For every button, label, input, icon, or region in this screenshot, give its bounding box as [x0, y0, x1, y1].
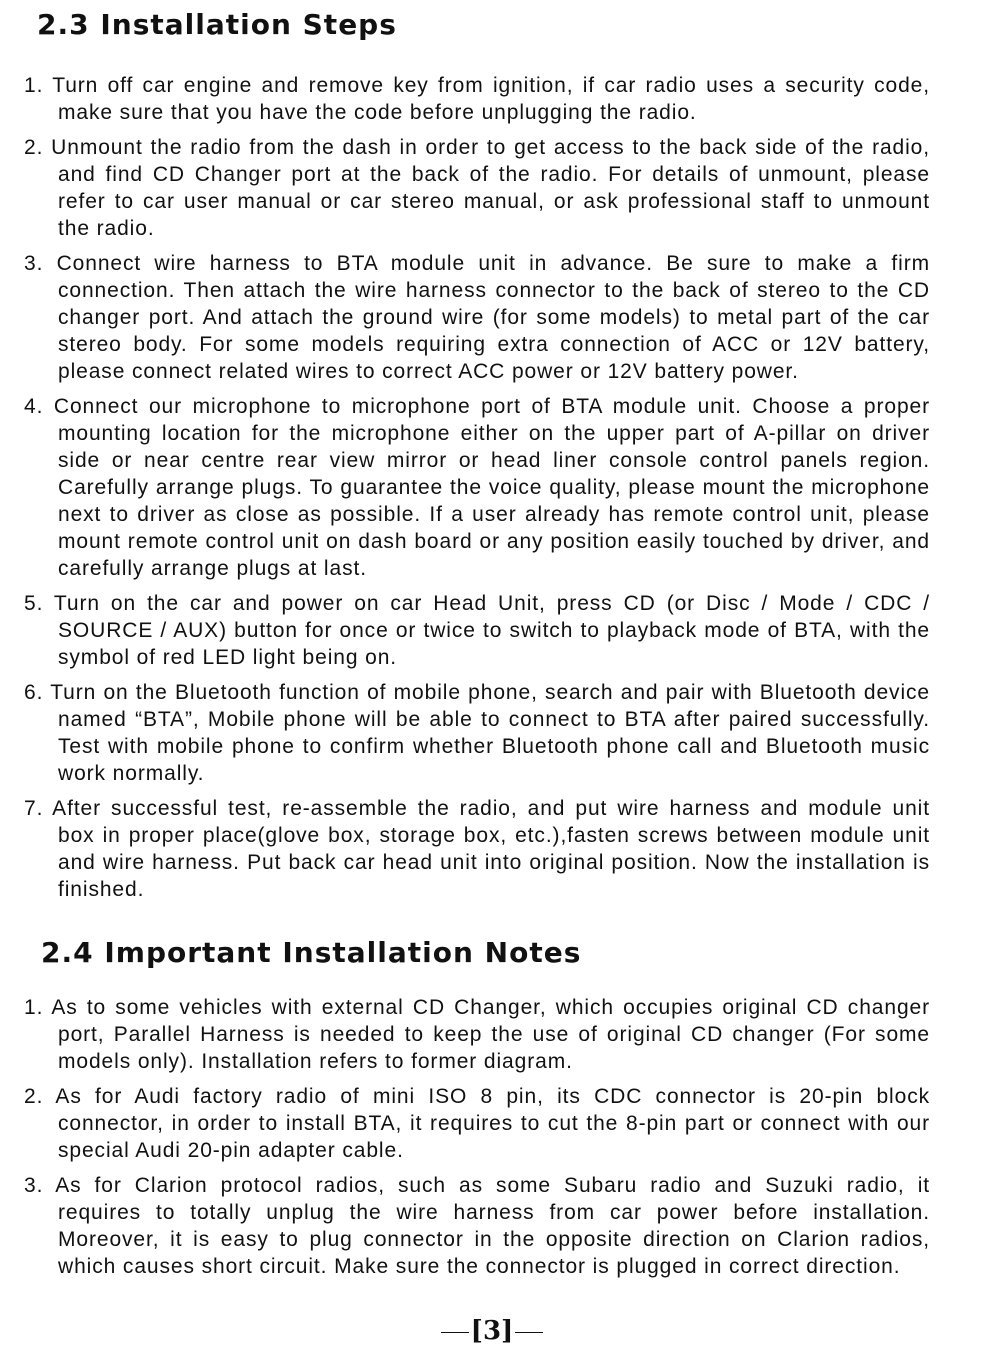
section-title-important-notes: 2.4 Important Installation Notes [41, 936, 582, 969]
installation-step: 1. Turn off car engine and remove key from ignition, if car radio uses a security code, make sure that you have the code before unplugging the radio. [24, 74, 930, 124]
installation-step: 5. Turn on the car and power on car Head Unit, press CD (or Disc / Mode / CDC / SOURCE / AUX) button for once or twice to switch to playback mode of BTA, with the symbol of red LED light being on. [24, 592, 930, 669]
installation-note: 1. As to some vehicles with external CD Changer, which occupies original CD changer port, Parallel Harness is needed to keep the use of original CD changer (For some models only). Installation refers to former diagram. [24, 996, 930, 1073]
important-notes-list [24, 994, 930, 1288]
page-footer [0, 1316, 984, 1346]
installation-step: 7. After successful test, re-assemble the radio, and put wire harness and module unit box in proper place(glove box, storage box, etc.),fasten screws between module unit and wire harness. Put back car head unit into original position. Now the installation is finished. [24, 797, 930, 901]
footer-dash-right [515, 1332, 543, 1333]
installation-note: 3. As for Clarion protocol radios, such as some Subaru radio and Suzuki radio, it requires to totally unplug the wire harness from car power before installation. Moreover, it is easy to plug connector in the opposite direction on Clarion radios, which causes short circuit. Make sure the connector is plugged in correct direction. [24, 1174, 930, 1278]
installation-step: 3. Connect wire harness to BTA module unit in advance. Be sure to make a firm connection. Then attach the wire harness connector to the back of stereo to the CD changer port. And attach the ground wire (for some models) to metal part of the car stereo body. For some models requiring extra connection of ACC or 12V battery, please connect related wires to correct ACC power or 12V battery power. [24, 252, 930, 383]
page-number: [3] [470, 1316, 514, 1346]
installation-step: 2. Unmount the radio from the dash in order to get access to the back side of the radio, and find CD Changer port at the back of the radio. For details of unmount, please refer to car user manual or car stereo manual, or ask professional staff to unmount the radio. [24, 136, 930, 240]
footer-dash-left [441, 1332, 469, 1333]
installation-steps-list [24, 72, 930, 911]
section-title-installation-steps: 2.3 Installation Steps [37, 8, 397, 41]
installation-step: 6. Turn on the Bluetooth function of mobile phone, search and pair with Bluetooth device named “BTA”, Mobile phone will be able to connect to BTA after paired successfully. Test with mobile phone to confirm whether Bluetooth phone call and Bluetooth music work normally. [24, 681, 930, 785]
installation-step: 4. Connect our microphone to microphone port of BTA module unit. Choose a proper mounting location for the microphone either on the upper part of A-pillar on driver side or near centre rear view mirror or head liner console control panels region. Carefully arrange plugs. To guarantee the voice quality, please mount the microphone next to driver as close as possible. If a user already has remote control unit, please mount remote control unit on dash board or any position easily touched by driver, and carefully arrange plugs at last. [24, 395, 930, 580]
installation-note: 2. As for Audi factory radio of mini ISO 8 pin, its CDC connector is 20-pin block connector, in order to install BTA, it requires to cut the 8-pin part or connect with our special Audi 20-pin adapter cable. [24, 1085, 930, 1162]
